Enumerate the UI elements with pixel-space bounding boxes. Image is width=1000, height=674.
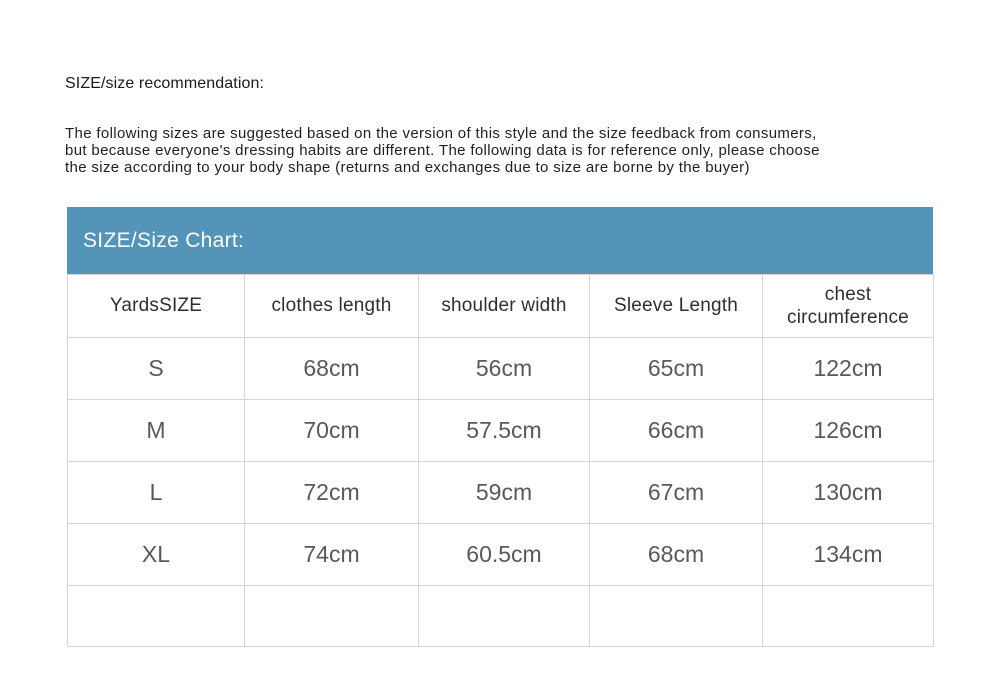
table-cell: 68cm [590, 524, 763, 586]
table-header-row [68, 275, 934, 338]
table-cell: 59cm [419, 462, 590, 524]
table-cell: 68cm [245, 338, 419, 400]
table-cell: 57.5cm [419, 400, 590, 462]
column-header-sleeve-length: Sleeve Length [590, 275, 763, 338]
table-cell: 60.5cm [419, 524, 590, 586]
table-cell: 66cm [590, 400, 763, 462]
table-cell [763, 586, 934, 647]
table-cell [590, 586, 763, 647]
size-chart-title: SIZE/Size Chart: [83, 228, 245, 252]
table-cell: 122cm [763, 338, 934, 400]
size-chart-table [67, 274, 934, 647]
table-row-m [68, 400, 934, 462]
table-cell: 70cm [245, 400, 419, 462]
table-cell: 72cm [245, 462, 419, 524]
table-cell: 126cm [763, 400, 934, 462]
column-header-shoulder-width: shoulder width [419, 275, 590, 338]
table-row-empty [68, 586, 934, 647]
table-cell: 130cm [763, 462, 934, 524]
table-row-xl [68, 524, 934, 586]
table-cell: 74cm [245, 524, 419, 586]
table-cell: 56cm [419, 338, 590, 400]
table-cell [419, 586, 590, 647]
intro-line-3: the size according to your body shape (returns and exchanges due to size are borne by the buyer) [65, 159, 750, 176]
column-header-chest-circumference: chest circumference [763, 275, 934, 338]
intro-line-1: The following sizes are suggested based on the version of this style and the size feedback from consumers, [65, 125, 817, 142]
table-row-l [68, 462, 934, 524]
table-row-s [68, 338, 934, 400]
table-cell: 65cm [590, 338, 763, 400]
size-cell: S [68, 338, 245, 400]
size-chart-section [67, 207, 933, 647]
table-cell: 67cm [590, 462, 763, 524]
table-cell [245, 586, 419, 647]
size-cell: XL [68, 524, 245, 586]
size-recommendation-heading: SIZE/size recommendation: [65, 75, 265, 92]
intro-paragraph [65, 125, 820, 176]
size-cell: L [68, 462, 245, 524]
column-header-size: YardsSIZE [68, 275, 245, 338]
table-cell: 134cm [763, 524, 934, 586]
size-chart-title-bar [67, 207, 933, 274]
column-header-clothes-length: clothes length [245, 275, 419, 338]
size-cell [68, 586, 245, 647]
intro-line-2: but because everyone's dressing habits are different. The following data is for reference only, please choose [65, 142, 820, 159]
size-cell: M [68, 400, 245, 462]
